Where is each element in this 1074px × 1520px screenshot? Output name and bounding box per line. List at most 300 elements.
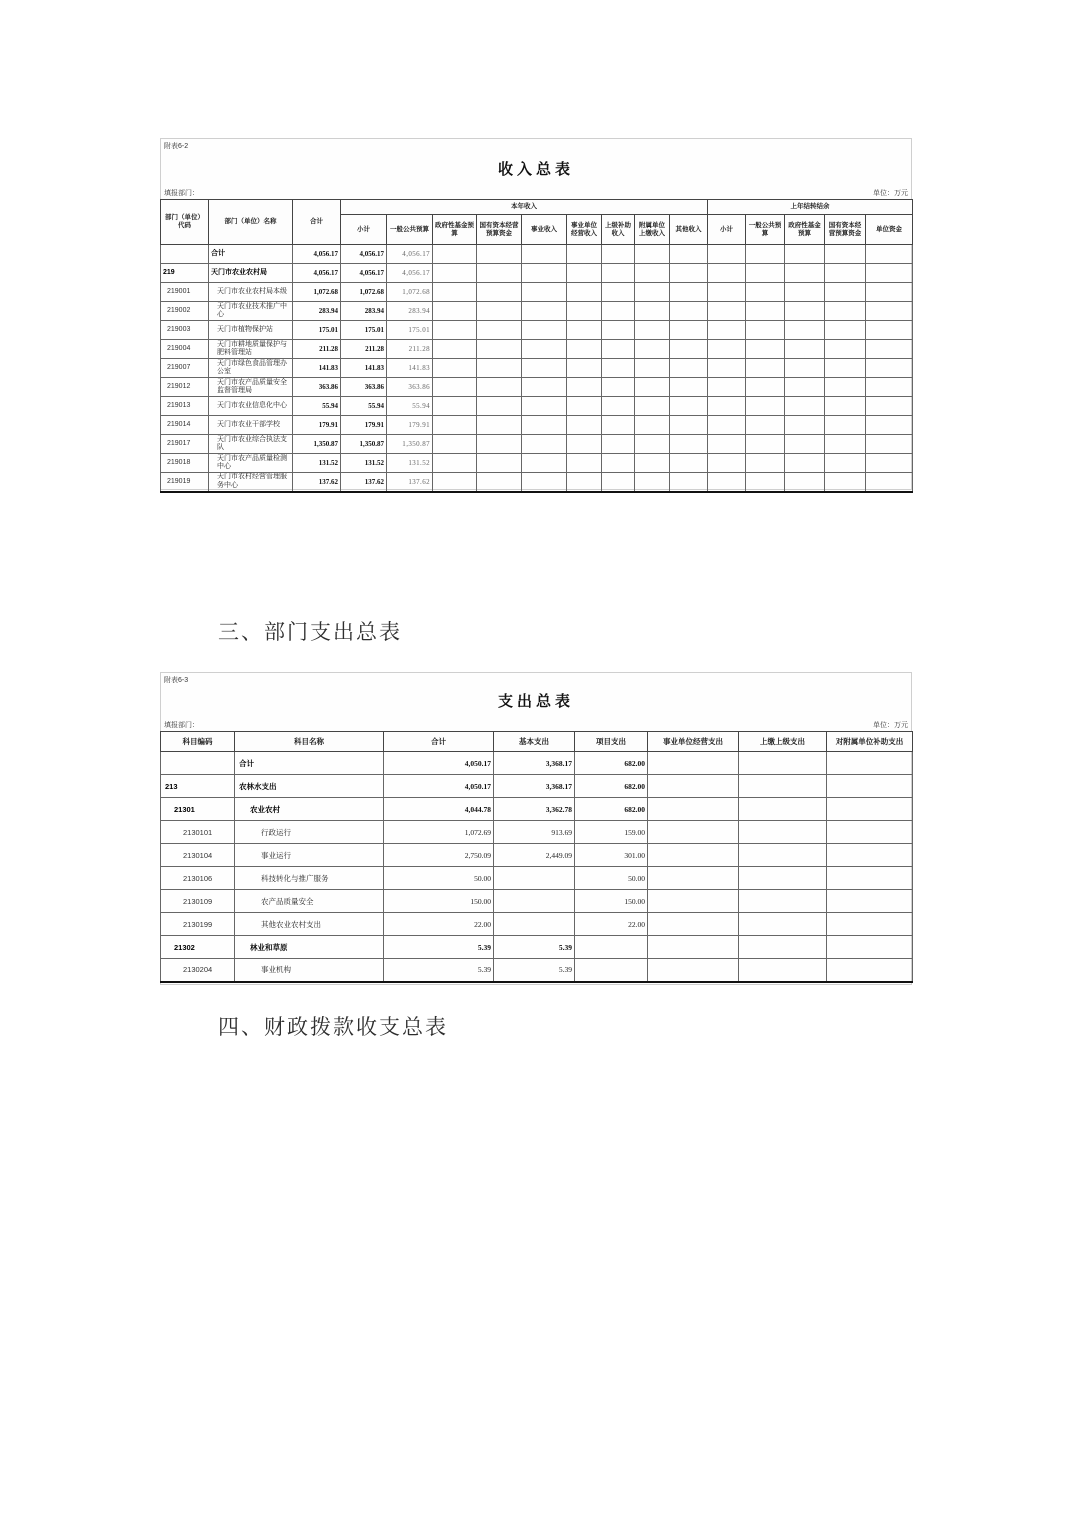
income-subcolumn-header: 事业收入: [522, 215, 567, 245]
cell-total: 179.91: [293, 416, 341, 435]
cell-empty: [866, 321, 913, 340]
cell-dept-code: 219007: [161, 359, 209, 378]
cell-subject-code: 21301: [161, 798, 235, 821]
cell-subject-name: 农业农村: [235, 798, 384, 821]
cell-empty: [433, 245, 477, 264]
expenditure-col-subject-name: 科目名称: [235, 732, 384, 752]
cell-general-public-budget: 179.91: [387, 416, 433, 435]
cell-subject-code: [161, 752, 235, 775]
cell-empty: [522, 340, 567, 359]
cell-empty: [602, 264, 635, 283]
cell-empty: [635, 340, 670, 359]
income-group-current-year: 本年收入: [341, 200, 708, 215]
cell-empty: [648, 890, 739, 913]
cell-empty: [635, 302, 670, 321]
cell-total: 4,050.17: [384, 775, 494, 798]
cell-empty: [567, 264, 602, 283]
cell-empty: [866, 435, 913, 454]
cell-empty: [739, 844, 827, 867]
cell-total: 150.00: [384, 890, 494, 913]
cell-empty: [635, 473, 670, 492]
expenditure-col-subsidy-to-affiliates: 对附属单位补助支出: [827, 732, 913, 752]
cell-empty: [825, 454, 866, 473]
cell-empty: [866, 340, 913, 359]
cell-empty: [670, 283, 708, 302]
cell-empty: [670, 264, 708, 283]
cell-empty: [785, 416, 825, 435]
cell-empty: [825, 473, 866, 492]
cell-dept-code: 219004: [161, 340, 209, 359]
income-subcolumn-header: 单位资金: [866, 215, 913, 245]
cell-dept-name: 天门市绿色食品管理办公室: [209, 359, 293, 378]
expenditure-table-row: [161, 913, 913, 936]
cell-empty: [746, 283, 785, 302]
cell-empty: [477, 321, 522, 340]
cell-subject-code: 2130101: [161, 821, 235, 844]
cell-empty: [635, 283, 670, 302]
cell-dept-name: 天门市植物保护站: [209, 321, 293, 340]
cell-dept-name: 天门市农业综合执法支队: [209, 435, 293, 454]
cell-empty: [825, 397, 866, 416]
cell-dept-name: 天门市农业技术推广中心: [209, 302, 293, 321]
income-col-total: 合计: [293, 200, 341, 245]
cell-empty: [522, 302, 567, 321]
expenditure-header-row: [161, 732, 913, 752]
cell-empty: [567, 473, 602, 492]
cell-empty: [866, 245, 913, 264]
cell-total: 5.39: [384, 936, 494, 959]
cell-current-year-subtotal: 1,072.68: [341, 283, 387, 302]
cell-subject-code: 2130204: [161, 959, 235, 982]
cell-empty: [635, 397, 670, 416]
income-table-row: [161, 378, 913, 397]
cell-empty: [708, 321, 746, 340]
cell-empty: [739, 959, 827, 982]
cell-empty: [477, 245, 522, 264]
cell-empty: [746, 340, 785, 359]
cell-total: 1,072.68: [293, 283, 341, 302]
income-unit-label: 单位：万元: [873, 190, 908, 197]
cell-empty: [477, 340, 522, 359]
cell-dept-name: 天门市农村经营管理服务中心: [209, 473, 293, 492]
cell-current-year-subtotal: 131.52: [341, 454, 387, 473]
cell-empty: [825, 283, 866, 302]
cell-dept-code: 219014: [161, 416, 209, 435]
section-heading-expenditure: 三、部门支出总表: [218, 620, 402, 644]
cell-project-expenditure: 150.00: [575, 890, 648, 913]
income-subcolumn-header: 政府性基金预算: [433, 215, 477, 245]
cell-empty: [785, 435, 825, 454]
cell-empty: [567, 321, 602, 340]
cell-empty: [825, 264, 866, 283]
cell-total: 50.00: [384, 867, 494, 890]
cell-general-public-budget: 1,350.87: [387, 435, 433, 454]
cell-subject-name: 农林水支出: [235, 775, 384, 798]
cell-empty: [433, 473, 477, 492]
cell-empty: [433, 397, 477, 416]
expenditure-table-row: [161, 867, 913, 890]
cell-empty: [648, 844, 739, 867]
expenditure-unit-label: 单位：万元: [873, 722, 908, 729]
income-header-group-row: [161, 200, 913, 215]
income-table-row: [161, 473, 913, 492]
cell-current-year-subtotal: 1,350.87: [341, 435, 387, 454]
cell-empty: [477, 435, 522, 454]
cell-empty: [827, 844, 913, 867]
cell-current-year-subtotal: 137.62: [341, 473, 387, 492]
cell-empty: [648, 959, 739, 982]
cell-empty: [602, 283, 635, 302]
expenditure-corner-label: 附表6-3: [164, 677, 189, 684]
cell-dept-name: 天门市农业信息化中心: [209, 397, 293, 416]
cell-empty: [433, 283, 477, 302]
cell-subject-code: 21302: [161, 936, 235, 959]
cell-empty: [602, 473, 635, 492]
cell-empty: [827, 890, 913, 913]
expenditure-table: [160, 731, 913, 983]
cell-empty: [477, 378, 522, 397]
income-corner-label: 附表6-2: [164, 143, 189, 150]
income-group-prev-year-carryover: 上年结转结余: [708, 200, 913, 215]
cell-empty: [477, 397, 522, 416]
cell-empty: [746, 264, 785, 283]
expenditure-table-row: [161, 752, 913, 775]
income-subcolumn-header: 国有资本经营预算资金: [825, 215, 866, 245]
cell-empty: [670, 435, 708, 454]
cell-empty: [522, 378, 567, 397]
income-table-row: [161, 302, 913, 321]
cell-empty: [670, 378, 708, 397]
cell-empty: [670, 359, 708, 378]
expenditure-meta-row: [164, 721, 908, 730]
cell-empty: [567, 359, 602, 378]
cell-total: 131.52: [293, 454, 341, 473]
cell-empty: [522, 321, 567, 340]
cell-dept-code: 219012: [161, 378, 209, 397]
cell-empty: [522, 454, 567, 473]
cell-empty: [746, 245, 785, 264]
cell-empty: [567, 340, 602, 359]
cell-basic-expenditure: 3,368.17: [494, 752, 575, 775]
income-table: [160, 199, 913, 493]
cell-dept-code: [161, 245, 209, 264]
income-table-row: [161, 245, 913, 264]
expenditure-col-total: 合计: [384, 732, 494, 752]
income-subcolumn-header: 政府性基金预算: [785, 215, 825, 245]
cell-empty: [866, 473, 913, 492]
cell-empty: [635, 264, 670, 283]
cell-subject-code: 2130106: [161, 867, 235, 890]
cell-empty: [708, 359, 746, 378]
income-table-row: [161, 435, 913, 454]
cell-empty: [602, 245, 635, 264]
cell-empty: [785, 473, 825, 492]
cell-current-year-subtotal: 175.01: [341, 321, 387, 340]
cell-subject-code: 213: [161, 775, 235, 798]
income-table-title: 收入总表: [497, 162, 574, 178]
cell-basic-expenditure: 5.39: [494, 959, 575, 982]
cell-empty: [670, 473, 708, 492]
cell-empty: [433, 454, 477, 473]
cell-current-year-subtotal: 283.94: [341, 302, 387, 321]
cell-empty: [648, 913, 739, 936]
cell-empty: [477, 416, 522, 435]
cell-empty: [866, 359, 913, 378]
cell-empty: [785, 359, 825, 378]
cell-current-year-subtotal: 55.94: [341, 397, 387, 416]
cell-empty: [708, 302, 746, 321]
cell-dept-name: 天门市农产品质量检测中心: [209, 454, 293, 473]
cell-total: 55.94: [293, 397, 341, 416]
cell-empty: [708, 435, 746, 454]
cell-subject-name: 行政运行: [235, 821, 384, 844]
cell-total: 141.83: [293, 359, 341, 378]
cell-empty: [825, 302, 866, 321]
cell-empty: [708, 454, 746, 473]
cell-empty: [433, 340, 477, 359]
cell-empty: [746, 473, 785, 492]
income-table-row: [161, 340, 913, 359]
cell-empty: [708, 264, 746, 283]
cell-empty: [785, 340, 825, 359]
cell-empty: [670, 340, 708, 359]
cell-empty: [648, 798, 739, 821]
cell-project-expenditure: 22.00: [575, 913, 648, 936]
income-table-row: [161, 264, 913, 283]
cell-basic-expenditure: 3,368.17: [494, 775, 575, 798]
cell-dept-name: 天门市耕地质量保护与肥料管理站: [209, 340, 293, 359]
cell-empty: [746, 302, 785, 321]
cell-empty: [746, 321, 785, 340]
cell-basic-expenditure: 3,362.78: [494, 798, 575, 821]
cell-dept-code: 219: [161, 264, 209, 283]
cell-empty: [708, 397, 746, 416]
cell-empty: [825, 435, 866, 454]
cell-basic-expenditure: 2,449.09: [494, 844, 575, 867]
cell-dept-code: 219001: [161, 283, 209, 302]
cell-empty: [785, 454, 825, 473]
income-table-row: [161, 321, 913, 340]
cell-empty: [708, 416, 746, 435]
cell-current-year-subtotal: 141.83: [341, 359, 387, 378]
cell-empty: [602, 378, 635, 397]
expenditure-col-basic: 基本支出: [494, 732, 575, 752]
cell-empty: [433, 359, 477, 378]
cell-empty: [567, 302, 602, 321]
cell-empty: [635, 454, 670, 473]
cell-project-expenditure: 301.00: [575, 844, 648, 867]
cell-empty: [522, 416, 567, 435]
cell-empty: [827, 821, 913, 844]
cell-dept-name: 天门市农产品质量安全监督管理局: [209, 378, 293, 397]
cell-empty: [670, 397, 708, 416]
cell-general-public-budget: 211.28: [387, 340, 433, 359]
cell-general-public-budget: 4,056.17: [387, 264, 433, 283]
cell-total: 137.62: [293, 473, 341, 492]
cell-empty: [825, 245, 866, 264]
cell-empty: [827, 959, 913, 982]
cell-empty: [827, 798, 913, 821]
cell-empty: [648, 821, 739, 844]
cell-empty: [522, 264, 567, 283]
cell-empty: [648, 775, 739, 798]
cell-empty: [785, 378, 825, 397]
cell-dept-name: 天门市农业干部学校: [209, 416, 293, 435]
cell-empty: [825, 416, 866, 435]
cell-basic-expenditure: 5.39: [494, 936, 575, 959]
cell-empty: [648, 752, 739, 775]
expenditure-table-row: [161, 890, 913, 913]
income-meta-row: [164, 189, 908, 198]
expenditure-col-subject-code: 科目编码: [161, 732, 235, 752]
cell-empty: [785, 283, 825, 302]
income-table-row: [161, 283, 913, 302]
expenditure-reporting-dept-label: 填报部门：: [164, 722, 199, 729]
cell-empty: [433, 416, 477, 435]
cell-current-year-subtotal: 363.86: [341, 378, 387, 397]
cell-empty: [739, 913, 827, 936]
cell-current-year-subtotal: 211.28: [341, 340, 387, 359]
expenditure-table-row: [161, 798, 913, 821]
cell-empty: [433, 302, 477, 321]
cell-empty: [433, 264, 477, 283]
cell-subject-name: 事业机构: [235, 959, 384, 982]
cell-empty: [670, 302, 708, 321]
cell-general-public-budget: 363.86: [387, 378, 433, 397]
cell-empty: [739, 821, 827, 844]
cell-empty: [866, 264, 913, 283]
cell-empty: [477, 359, 522, 378]
cell-general-public-budget: 141.83: [387, 359, 433, 378]
cell-subject-name: 农产品质量安全: [235, 890, 384, 913]
cell-empty: [522, 473, 567, 492]
cell-empty: [746, 416, 785, 435]
cell-empty: [567, 397, 602, 416]
cell-subject-code: 2130199: [161, 913, 235, 936]
cell-dept-code: 219019: [161, 473, 209, 492]
cell-empty: [635, 378, 670, 397]
cell-empty: [567, 454, 602, 473]
cell-general-public-budget: 4,056.17: [387, 245, 433, 264]
cell-empty: [708, 245, 746, 264]
cell-total: 363.86: [293, 378, 341, 397]
cell-empty: [827, 752, 913, 775]
cell-subject-code: 2130104: [161, 844, 235, 867]
cell-empty: [746, 397, 785, 416]
cell-empty: [746, 359, 785, 378]
cell-empty: [785, 397, 825, 416]
cell-empty: [825, 321, 866, 340]
cell-basic-expenditure: [494, 913, 575, 936]
cell-project-expenditure: 50.00: [575, 867, 648, 890]
cell-empty: [827, 867, 913, 890]
cell-empty: [785, 264, 825, 283]
section-heading-fiscal-appropriation: 四、财政拨款收支总表: [218, 1015, 448, 1039]
cell-subject-name: 合计: [235, 752, 384, 775]
cell-empty: [746, 454, 785, 473]
cell-empty: [670, 454, 708, 473]
cell-empty: [708, 283, 746, 302]
cell-empty: [825, 359, 866, 378]
cell-total: 283.94: [293, 302, 341, 321]
expenditure-table-row: [161, 959, 913, 982]
cell-total: 175.01: [293, 321, 341, 340]
income-table-row: [161, 416, 913, 435]
cell-empty: [567, 283, 602, 302]
cell-total: 2,750.09: [384, 844, 494, 867]
cell-subject-name: 林业和草原: [235, 936, 384, 959]
cell-empty: [635, 435, 670, 454]
cell-total: 4,056.17: [293, 245, 341, 264]
cell-dept-code: 219017: [161, 435, 209, 454]
cell-empty: [866, 302, 913, 321]
cell-empty: [739, 890, 827, 913]
expenditure-table-title: 支出总表: [497, 694, 574, 710]
expenditure-table-row: [161, 936, 913, 959]
cell-empty: [567, 245, 602, 264]
cell-general-public-budget: 137.62: [387, 473, 433, 492]
cell-basic-expenditure: [494, 867, 575, 890]
cell-project-expenditure: 682.00: [575, 798, 648, 821]
cell-empty: [866, 454, 913, 473]
cell-total: 1,072.69: [384, 821, 494, 844]
cell-empty: [567, 435, 602, 454]
income-subcolumn-header: 事业单位经营收入: [567, 215, 602, 245]
cell-empty: [602, 435, 635, 454]
expenditure-table-row: [161, 821, 913, 844]
expenditure-summary-sheet: [160, 672, 912, 985]
expenditure-table-row: [161, 775, 913, 798]
cell-empty: [866, 416, 913, 435]
cell-empty: [522, 359, 567, 378]
cell-empty: [433, 435, 477, 454]
cell-total: 4,050.17: [384, 752, 494, 775]
cell-empty: [567, 378, 602, 397]
income-subcolumn-header: 其他收入: [670, 215, 708, 245]
cell-subject-name: 其他农业农村支出: [235, 913, 384, 936]
cell-empty: [477, 264, 522, 283]
cell-general-public-budget: 131.52: [387, 454, 433, 473]
cell-empty: [477, 473, 522, 492]
cell-empty: [567, 416, 602, 435]
cell-empty: [522, 397, 567, 416]
cell-empty: [866, 283, 913, 302]
cell-empty: [477, 302, 522, 321]
cell-general-public-budget: 1,072.68: [387, 283, 433, 302]
cell-empty: [785, 321, 825, 340]
cell-empty: [670, 245, 708, 264]
cell-basic-expenditure: [494, 890, 575, 913]
cell-empty: [825, 378, 866, 397]
cell-empty: [746, 435, 785, 454]
cell-general-public-budget: 283.94: [387, 302, 433, 321]
cell-empty: [827, 936, 913, 959]
cell-empty: [635, 321, 670, 340]
income-subcolumn-header: 国有资本经营预算资金: [477, 215, 522, 245]
cell-dept-code: 219002: [161, 302, 209, 321]
cell-empty: [602, 302, 635, 321]
cell-total: 22.00: [384, 913, 494, 936]
cell-empty: [522, 435, 567, 454]
cell-dept-name: 天门市农业农村局: [209, 264, 293, 283]
cell-general-public-budget: 55.94: [387, 397, 433, 416]
income-subcolumn-header: 上级补助收入: [602, 215, 635, 245]
cell-current-year-subtotal: 4,056.17: [341, 245, 387, 264]
cell-total: 211.28: [293, 340, 341, 359]
cell-total: 4,044.78: [384, 798, 494, 821]
cell-empty: [433, 321, 477, 340]
cell-empty: [670, 416, 708, 435]
